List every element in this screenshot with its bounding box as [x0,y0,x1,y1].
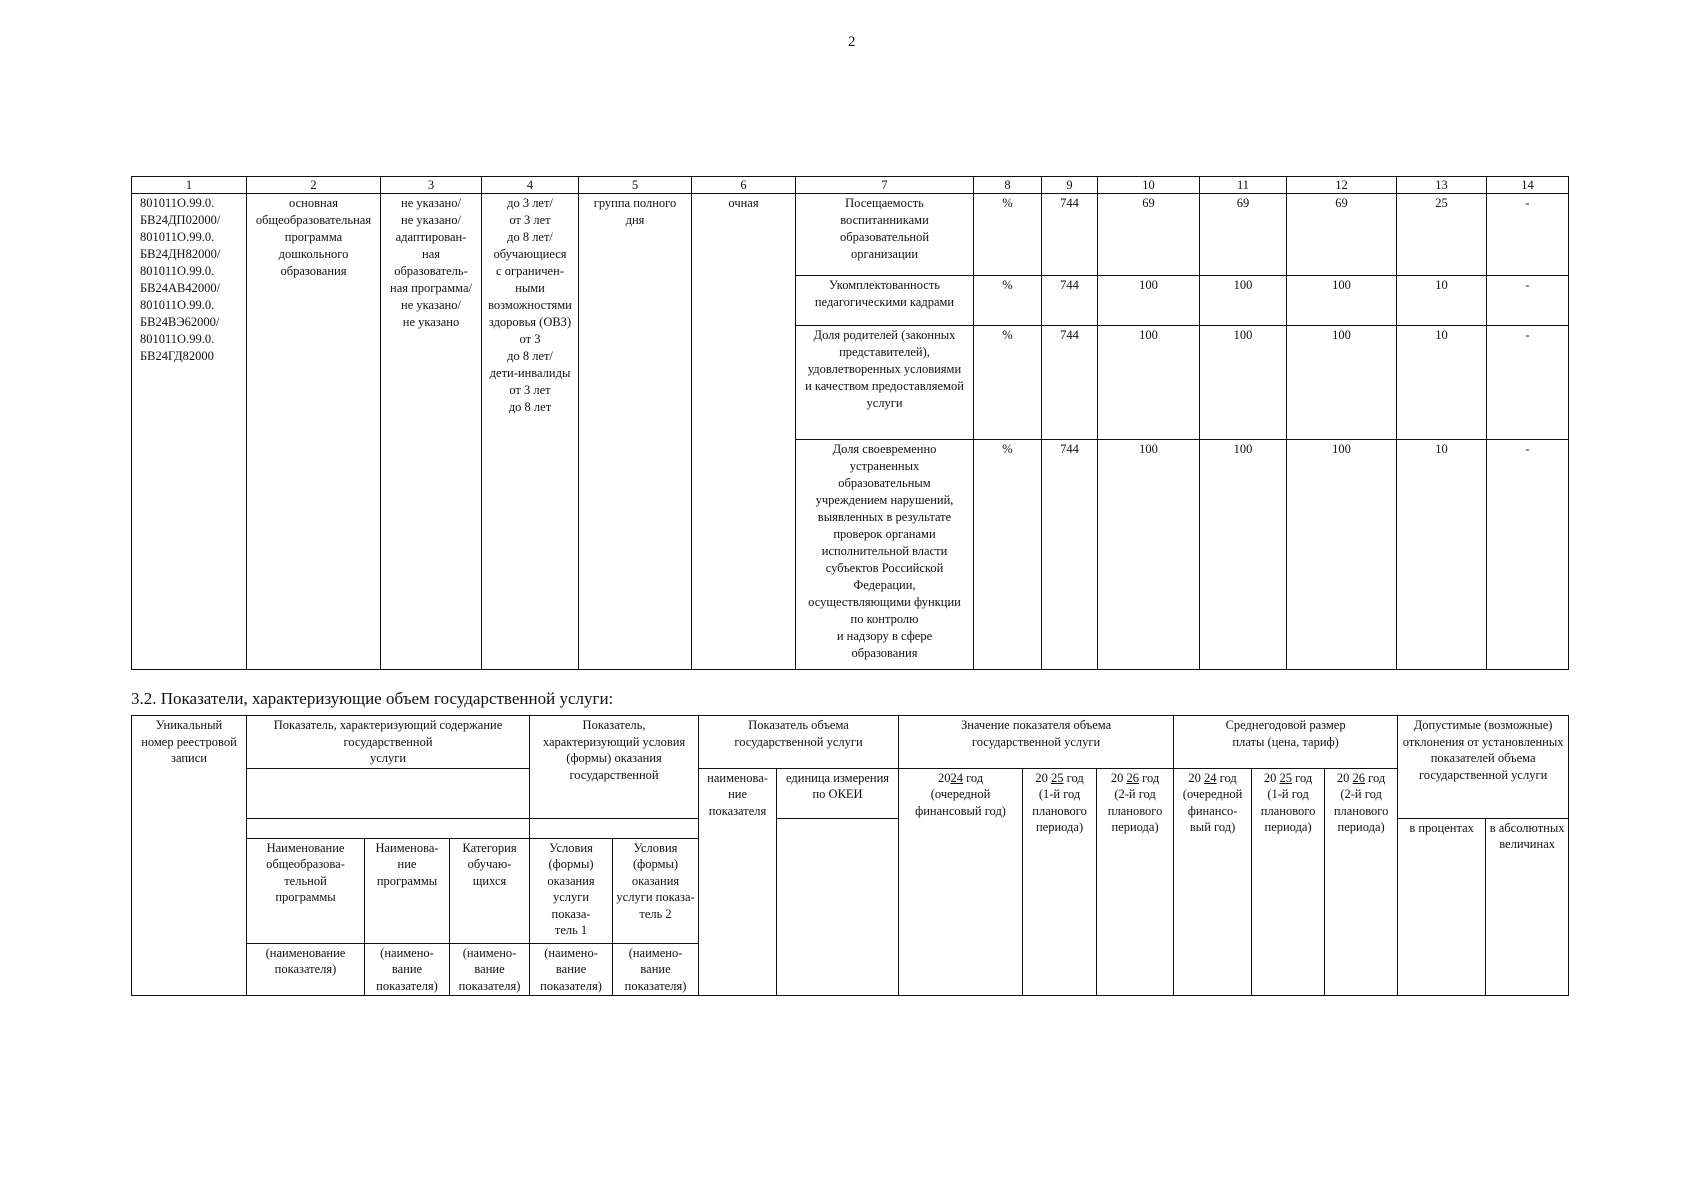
category-header: Категория обучаю- щихся [450,838,530,943]
program-name-header: Наименование общеобразова- тельной программы [247,838,365,943]
indicator-name-header: наименова- ние показателя [699,768,777,996]
value-2025-cell: 100 [1200,440,1287,670]
indicator-name: Укомплектованность педагогическими кадрами [796,276,974,326]
deviation-pct-cell: 10 [1397,276,1487,326]
col-num: 1 [132,177,247,194]
condition-1-header: Условия (формы) оказания услуги показа- тель 1 [530,838,613,943]
unit-cell: % [974,194,1042,276]
col-num: 7 [796,177,974,194]
okei-code-cell: 744 [1042,276,1098,326]
deviation-abs-cell: - [1487,276,1569,326]
col-num: 8 [974,177,1042,194]
volume-indicators-table [131,715,1569,996]
content-indicator-gap [247,818,530,838]
program-header: Наименова- ние программы [365,838,450,943]
indicator-name-label: (наимено- вание показателя) [530,943,613,996]
okei-code-cell: 744 [1042,194,1098,276]
deviations-header: Допустимые (возможные) отклонения от установленных показателей объема государственной услуги [1398,716,1569,819]
col-num: 12 [1287,177,1397,194]
col-num: 3 [381,177,482,194]
value-year-2: 20 25 год (1-й год планового периода) [1023,768,1097,996]
value-2025-cell: 69 [1200,194,1287,276]
value-2025-cell: 100 [1200,276,1287,326]
fee-year-1: 20 24 год (очередной финансо- вый год) [1174,768,1252,996]
program-type-cell: не указано/ не указано/ адаптирован- ная образователь- ная программа/ не указано/ не указано [381,194,482,670]
volume-indicator-header: Показатель объема государственной услуги [699,716,899,769]
col-num: 10 [1098,177,1200,194]
value-2024-cell: 100 [1098,276,1200,326]
indicator-name-label: (наимено- вание показателя) [613,943,699,996]
deviation-abs-cell: - [1487,194,1569,276]
value-2024-cell: 100 [1098,440,1200,670]
quality-indicators-table [131,176,1569,670]
program-cell: основная общеобразовательная программа дошкольного образования [247,194,381,670]
registry-number-cell: 801011О.99.0. БВ24ДП02000/ 801011О.99.0. БВ24ДН82000/ 801011О.99.0. БВ24АВ42000/ 801011О.99.0. БВ24ВЭ62000/ 801011О.99.0. БВ24ГД82000 [132,194,247,670]
condition-2-header: Условия (формы) оказания услуги показа- тель 2 [613,838,699,943]
col-num: 2 [247,177,381,194]
indicator-name-label: (наименование показателя) [247,943,365,996]
col-num: 11 [1200,177,1287,194]
value-year-1: 2024 год (очередной финансовый год) [899,768,1023,996]
deviation-pct-cell: 10 [1397,440,1487,670]
col-num: 14 [1487,177,1569,194]
conditions-indicator-header: Показатель, характеризующий условия (формы) оказания государственной [530,716,699,819]
deviation-abs-header: в абсолютных величинах [1486,818,1569,996]
indicator-name-label: (наимено- вание показателя) [450,943,530,996]
conditions-indicator-gap [530,818,699,838]
form-cell: очная [692,194,796,670]
okei-code-cell: 744 [1042,440,1098,670]
fee-year-2: 20 25 год (1-й год планового периода) [1252,768,1325,996]
value-2024-cell: 100 [1098,326,1200,440]
value-2026-cell: 100 [1287,276,1397,326]
content-indicator-header: Показатель, характеризующий содержание государственной услуги [247,716,530,769]
deviation-pct-cell: 25 [1397,194,1487,276]
okei-gap [777,818,899,996]
column-number-row [132,177,1569,194]
deviation-abs-cell: - [1487,326,1569,440]
table-row [132,194,1569,276]
value-2024-cell: 69 [1098,194,1200,276]
col-num: 5 [579,177,692,194]
col-num: 6 [692,177,796,194]
indicator-name: Доля родителей (законных представителей), удовлетворенных условиями и качеством предоставляемой услуги [796,326,974,440]
category-cell: до 3 лет/ от 3 лет до 8 лет/ обучающиеся с ограничен- ными возможностями здоровья (ОВЗ) от 3 до 8 лет/ дети-инвалиды от 3 лет до 8 лет [482,194,579,670]
okei-code-cell: 744 [1042,326,1098,440]
value-2026-cell: 69 [1287,194,1397,276]
col-num: 9 [1042,177,1098,194]
fee-year-3: 20 26 год (2-й год планового периода) [1325,768,1398,996]
col-num: 4 [482,177,579,194]
page-number: 2 [848,34,856,50]
indicator-name: Посещаемость воспитанниками образовательной организации [796,194,974,276]
registry-header: Уникальный номер реестровой записи [132,716,247,996]
value-2026-cell: 100 [1287,440,1397,670]
unit-cell: % [974,440,1042,670]
volume-value-header: Значение показателя объема государственной услуги [899,716,1174,769]
value-year-3: 20 26 год (2-й год планового периода) [1097,768,1174,996]
unit-cell: % [974,326,1042,440]
indicator-name-label: (наимено- вание показателя) [365,943,450,996]
condition-cell: группа полного дня [579,194,692,670]
value-2025-cell: 100 [1200,326,1287,440]
deviation-abs-cell: - [1487,440,1569,670]
section-title: 3.2. Показатели, характеризующие объем государственной услуги: [131,689,614,708]
content-indicator-spacer [247,768,530,818]
deviation-percent-header: в процентах [1398,818,1486,996]
average-fee-header: Среднегодовой размер платы (цена, тариф) [1174,716,1398,769]
deviation-pct-cell: 10 [1397,326,1487,440]
indicator-name: Доля своевременно устраненных образовательным учреждением нарушений, выявленных в результате проверок органами исполнительной власти субъектов Российской Федерации, осуществляющими функции по контролю и надзору в сфере образования [796,440,974,670]
unit-cell: % [974,276,1042,326]
okei-unit-header: единица измерения по ОКЕИ [777,768,899,818]
col-num: 13 [1397,177,1487,194]
value-2026-cell: 100 [1287,326,1397,440]
